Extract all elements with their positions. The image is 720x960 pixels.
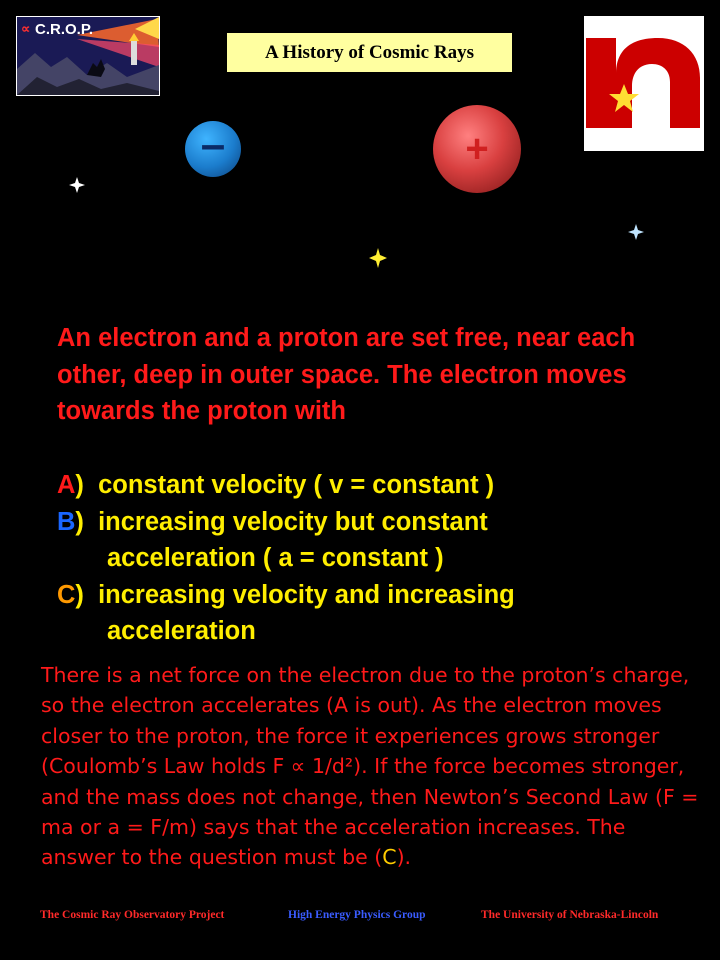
- svg-text:∝: ∝: [21, 21, 31, 36]
- crop-logo: [16, 16, 160, 96]
- footer-group: High Energy Physics Group: [288, 909, 426, 921]
- question-text: An electron and a proton are set free, near each other, deep in outer space. The electron moves towards the proton with: [57, 324, 636, 425]
- answer-letter: C: [382, 845, 397, 870]
- explanation-body: There is a net force on the electron due to the proton’s charge, so the electron accelerates (A is out). As the electron moves closer to the proton, the force it experiences grows stronger (Coulomb’s Law holds F ∝ 1/d²). If the force becomes stronger, and the mass does not change, then Newton’s Second Law (F = ma or a = F/m) says that the acceleration increases. The answer to the question must be (: [41, 663, 699, 870]
- option-b-paren: ): [75, 508, 84, 536]
- option-a-letter: A: [57, 471, 76, 499]
- option-c-text: increasing velocity and increasing: [98, 581, 515, 609]
- proton-sphere: [433, 105, 521, 193]
- option-c-letter: C: [57, 581, 76, 609]
- sparkle-icon: [68, 176, 86, 194]
- negative-charge-sign: –: [200, 120, 226, 169]
- option-b-continuation: [107, 540, 720, 577]
- explanation-text: [41, 660, 701, 873]
- university-logo: [584, 16, 704, 151]
- page-title-text: A History of Cosmic Rays: [265, 41, 474, 63]
- option-b: [57, 504, 697, 541]
- option-a-text: constant velocity ( v = constant ): [98, 471, 495, 499]
- option-c-paren: ): [75, 581, 84, 609]
- option-c-continuation: [107, 613, 720, 650]
- option-b-text: increasing velocity but constant: [98, 508, 488, 536]
- positive-charge-sign: +: [465, 127, 489, 171]
- page-title: [227, 33, 512, 72]
- option-b-letter: B: [57, 508, 76, 536]
- sparkle-icon: [368, 247, 388, 269]
- electron-sphere: [185, 121, 241, 177]
- sparkle-icon: [627, 223, 645, 241]
- option-a: [57, 467, 697, 504]
- explanation-end: ).: [396, 845, 412, 870]
- option-a-paren: ): [75, 471, 84, 499]
- option-c: [57, 577, 697, 614]
- footer-university: The University of Nebraska-Lincoln: [481, 909, 659, 921]
- footer-project: The Cosmic Ray Observatory Project: [40, 909, 225, 921]
- crop-logo-text: C.R.O.P.: [35, 21, 94, 38]
- option-b-text-line2: acceleration ( a = constant ): [107, 544, 444, 572]
- option-c-text-line2: acceleration: [107, 617, 256, 645]
